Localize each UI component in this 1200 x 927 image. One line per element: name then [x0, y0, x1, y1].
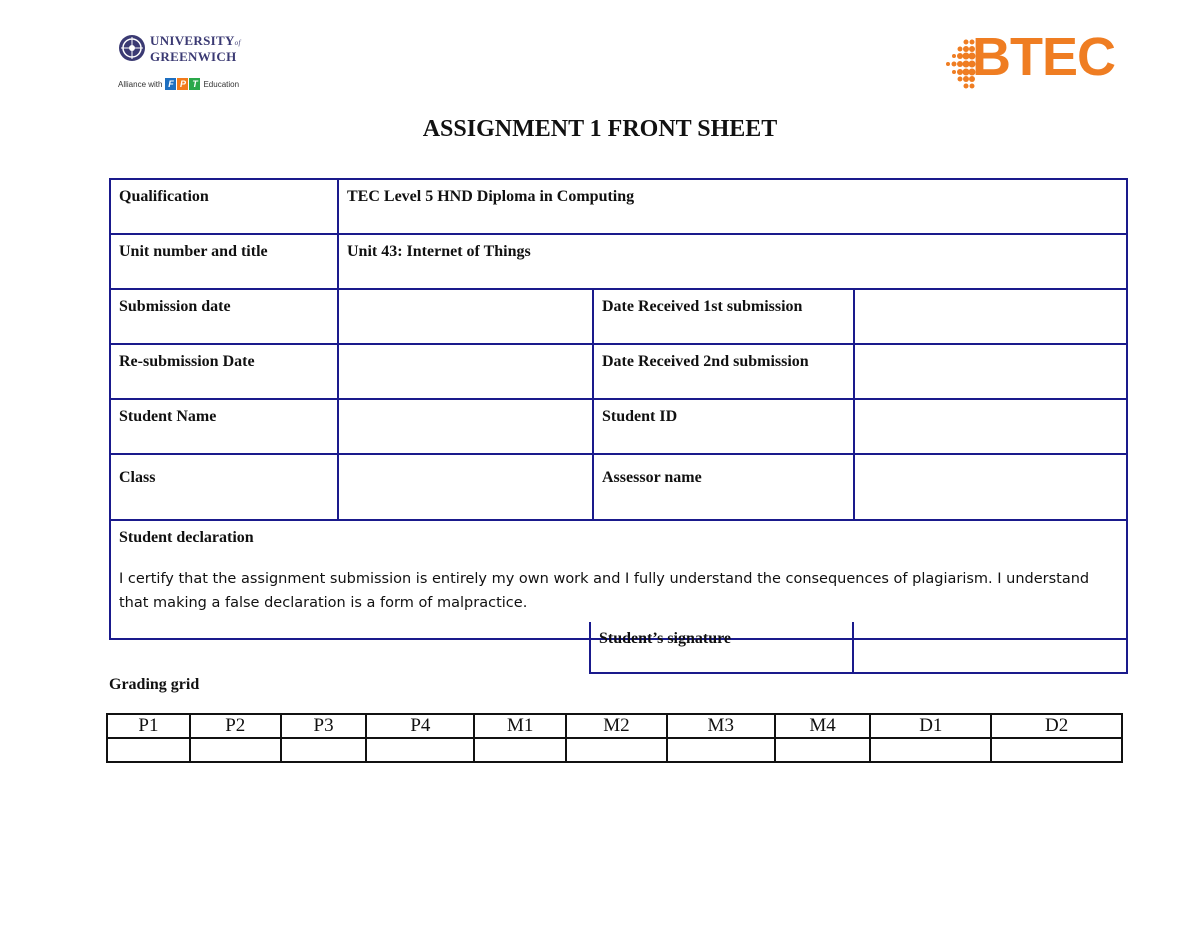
grade-header-d1: D1: [870, 714, 991, 738]
grade-cell-m1[interactable]: [474, 738, 566, 762]
grade-header-p4: P4: [366, 714, 474, 738]
grading-grid: [106, 713, 1123, 763]
submission-row: [109, 288, 1128, 343]
grade-header-p3: P3: [281, 714, 367, 738]
signature-row: [589, 622, 1128, 674]
unit-row: [109, 233, 1128, 288]
signature-field[interactable]: [852, 622, 1126, 672]
qualification-label: Qualification: [119, 188, 209, 205]
qualification-value: TEC Level 5 HND Diploma in Computing: [337, 180, 1126, 233]
fpt-logo: [165, 78, 200, 90]
date-received-1-field[interactable]: [853, 290, 1126, 343]
class-label: Class: [119, 469, 156, 486]
alliance-line: [118, 78, 239, 90]
declaration-text: I certify that the assignment submission is entirely my own work and I fully understand the consequences of plagiarism. I understand that making a false declaration is a form of malpractice.: [119, 571, 1090, 611]
student-id-label: Student ID: [592, 400, 853, 453]
class-row: [109, 453, 1128, 519]
fpt-letter-t: T: [189, 78, 200, 90]
resubmission-date-field[interactable]: [337, 345, 592, 398]
grading-value-row: [107, 738, 1122, 762]
unit-value: Unit 43: Internet of Things: [337, 235, 1126, 288]
alliance-prefix: Alliance with: [118, 79, 163, 89]
university-name: [150, 34, 241, 64]
grading-header-row: [107, 714, 1122, 738]
fpt-letter-f: F: [165, 78, 176, 90]
date-received-2-label: Date Received 2nd submission: [592, 345, 853, 398]
grade-cell-d2[interactable]: [991, 738, 1122, 762]
class-field[interactable]: [337, 455, 592, 519]
unit-label: Unit number and title: [119, 243, 268, 260]
grade-header-p2: P2: [190, 714, 281, 738]
grade-header-m3: M3: [667, 714, 775, 738]
grading-grid-label: Grading grid: [109, 676, 200, 693]
page-title: ASSIGNMENT 1 FRONT SHEET: [422, 116, 778, 142]
declaration-cell: [111, 521, 1126, 638]
grade-cell-m4[interactable]: [775, 738, 871, 762]
btec-wordmark: BTEC: [972, 27, 1115, 87]
grade-cell-m2[interactable]: [566, 738, 667, 762]
alliance-suffix: Education: [203, 79, 240, 89]
declaration-heading: Student declaration: [119, 529, 254, 546]
signature-label: Student’s signature: [599, 630, 732, 647]
student-id-field[interactable]: [853, 400, 1126, 453]
submission-date-label: Submission date: [119, 298, 231, 315]
qualification-row: [109, 178, 1128, 233]
submission-date-field[interactable]: [337, 290, 592, 343]
grade-header-m4: M4: [775, 714, 871, 738]
university-line1: UNIVERSITY: [150, 33, 235, 48]
resubmission-row: [109, 343, 1128, 398]
date-received-1-label: Date Received 1st submission: [592, 290, 853, 343]
grade-header-p1: P1: [107, 714, 190, 738]
assessor-field[interactable]: [853, 455, 1126, 519]
assessor-label: Assessor name: [592, 455, 853, 519]
student-row: [109, 398, 1128, 453]
front-sheet-table: [109, 178, 1128, 640]
fpt-letter-p: P: [177, 78, 188, 90]
grade-cell-p3[interactable]: [281, 738, 367, 762]
grade-cell-m3[interactable]: [667, 738, 775, 762]
student-name-field[interactable]: [337, 400, 592, 453]
date-received-2-field[interactable]: [853, 345, 1126, 398]
university-of-greenwich-logo: [118, 34, 258, 94]
student-name-label: Student Name: [119, 408, 217, 425]
grade-cell-p4[interactable]: [366, 738, 474, 762]
grade-cell-p2[interactable]: [190, 738, 281, 762]
grade-cell-d1[interactable]: [870, 738, 991, 762]
grade-cell-p1[interactable]: [107, 738, 190, 762]
resubmission-date-label: Re-submission Date: [119, 353, 255, 370]
grade-header-m2: M2: [566, 714, 667, 738]
grade-header-d2: D2: [991, 714, 1122, 738]
grade-header-m1: M1: [474, 714, 566, 738]
university-line2: GREENWICH: [150, 49, 237, 64]
university-crest-icon: [118, 34, 146, 62]
btec-logo: [936, 27, 1126, 96]
university-of: of: [234, 39, 241, 47]
